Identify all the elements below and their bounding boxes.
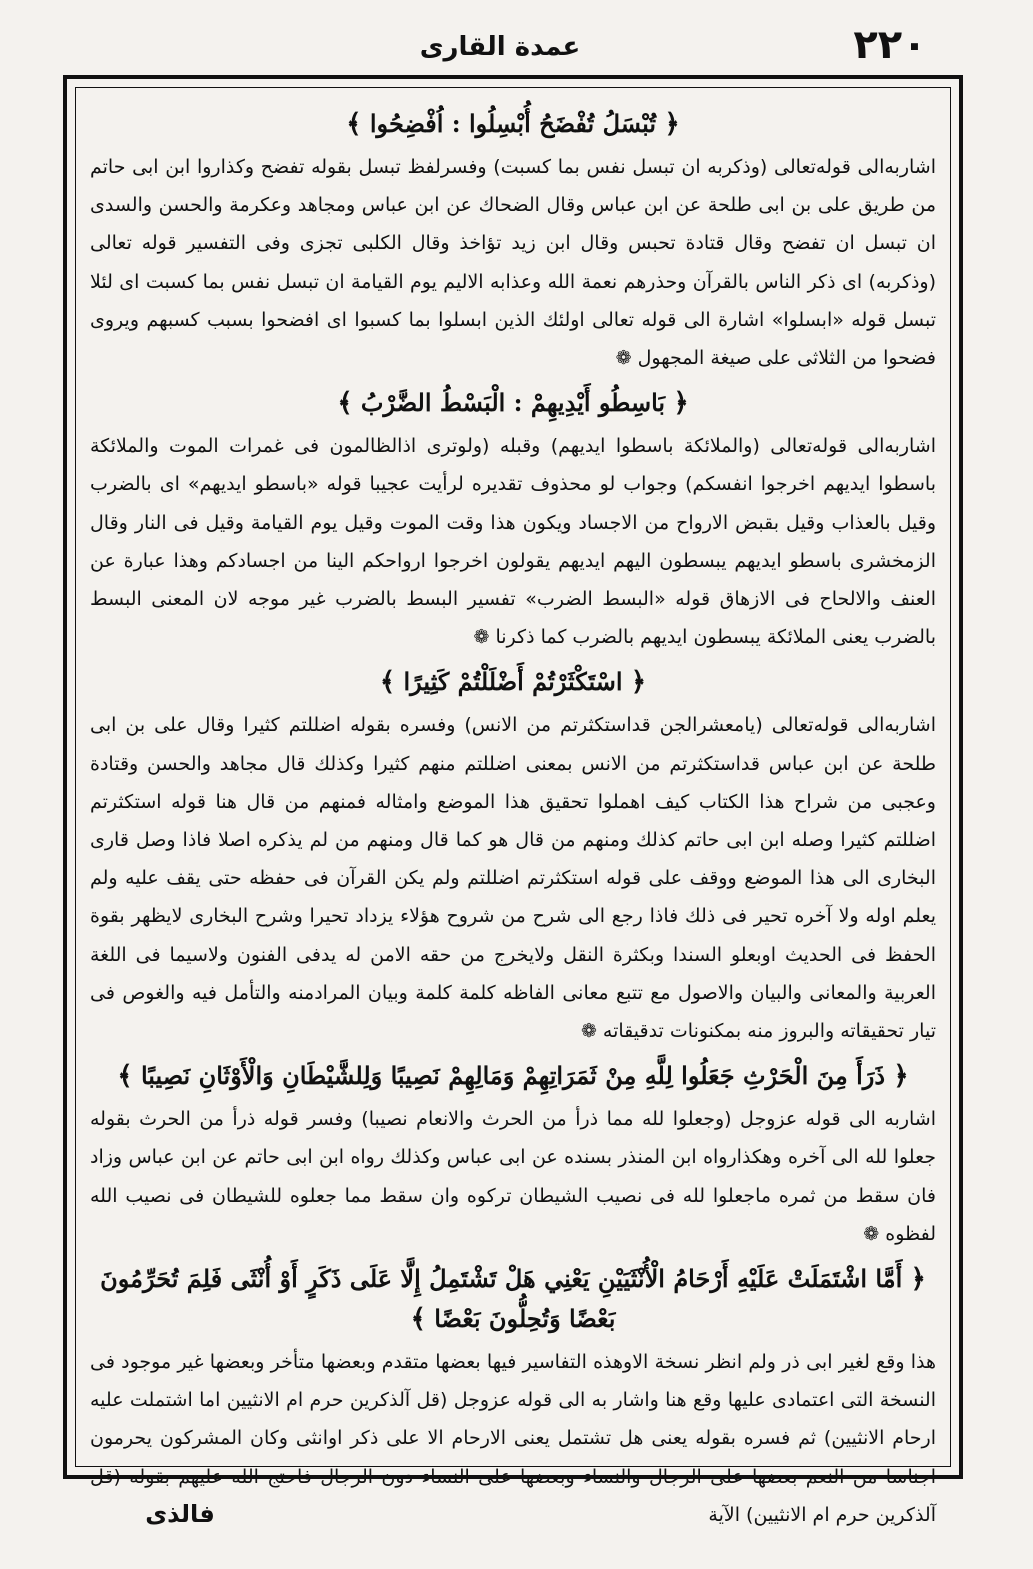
commentary-paragraph: اشاربه الی قوله عزوجل (وجعلوا لله مما ذرأ من الحرث والانعام نصیبا) وفسر قوله ذرأ من الحرث بقوله جعلوا لله الی آخره وهکذارواه ابن المنذر بسنده عن ابی عباس وکذلك رواه ابن ابی حاتم عن ابن عباس وزاد فان سقط من ثمره ماجعلوا لله فی نصیب الشیطان ترکوه وان سقط مما جعلوه للشیطان فی نصیب الله لفظوه ❁ (90, 1108, 936, 1245)
section-heading: ﴿ أَمَّا اشْتَمَلَتْ عَلَيْهِ أَرْحَامُ الْأُنْثَيَيْنِ يَعْنِي هَلْ تَشْتَمِلُ إِلَّا عَلَى ذَكَرٍ أَوْ أُنْثَى فَلِمَ تُحَرِّمُونَ بَعْضًا وَتُحِلُّونَ بَعْضًا ﴾ (100, 1264, 926, 1335)
commentary-paragraph: اشاربه‌الی قوله‌تعالی (والملائکة باسطوا ایدیهم) وقبله (ولوتری اذالظالمون فی غمرات الموت والملائکة باسطوا ایدیهم اخرجوا انفسکم) وجواب لو محذوف تقدیره لرأیت عجیبا قوله «باسطو ایدیهم» ای بالضرب وقیل بالعذاب وقیل بقبض الارواح من الاجساد ویکون هذا وقت الموت وقیل یوم القیامة وقیل فی النار وقال الزمخشری باسطو ایدیهم یبسطون الیهم ایدیهم یقولون اخرجوا ارواحکم الینا من اجسادکم وهذا عبارة عن العنف والالحاح فی الازهاق قوله «البسط الضرب» تفسیر البسط بالضرب غیر موجه لان المعنی البسط بالضرب یعنی الملائکة یبسطون ایدیهم بالضرب کما ذکرنا ❁ (90, 435, 936, 649)
section-heading: ﴿ بَاسِطُو أَيْدِيهِمْ : الْبَسْطُ الضَّرْبُ ﴾ (337, 388, 689, 419)
commentary-paragraph: اشاربه‌الی قوله‌تعالی (وذکربه ان تبسل نفس بما کسبت) وفسرلفظ تبسل بقوله تفضح وکذاروا ابن ابی حاتم من طریق علی بن ابی طلحة عن ابن عباس وقال الضحاك عن ابن عباس ومجاهد وعکرمة والحسن والسدی ان تبسل ان تفضح وقال قتادة تحبس وقال ابن زید تؤاخذ وقال الکلبی تجزی وفی التفسیر قوله تعالی (وذکربه) ای ذکر الناس بالقرآن وحذرهم نعمة الله وعذابه الالیم یوم القیامة ان تبسل نفس بما کسبت ای لئلا تبسل قوله «ابسلوا» اشارة الی قوله تعالی اولئك الذین ابسلوا بما کسبوا ای افضحوا بسبب کسبهم ویروی فضحوا من الثلاثی علی صیغة المجهول ❁ (90, 156, 936, 370)
commentary-paragraph: هذا وقع لغیر ابی ذر ولم انظر نسخة الاوهذه التفاسیر فیها بعضها متقدم وبعضها متأخر وبعضها غیر موجود فی النسخة التی اعتمادی علیها وقع هنا واشار به الی قوله عزوجل (قل آلذکرین حرم ام الانثیین اما اشتملت علیه ارحام الانثیین) ثم فسره بقوله یعنی هل تشتمل یعنی الارحام الا علی ذکر اوانثی وکان المشرکون یحرمون اجناسا من النعم بعضها علی الرجال والنساء وبعضها علی النساء دون الرجال فاحتج الله علیهم بقوله (قل آلذکرین حرم ام الانثیین) الآیة (90, 1351, 936, 1526)
section-heading: ﴿ ذَرَأَ مِنَ الْحَرْثِ جَعَلُوا لِلَّهِ مِنْ ثَمَرَاتِهِمْ وَمَالِهِمْ نَصِيبًا وَلِلشَّيْطَانِ وَالْأَوْثَانِ نَصِيبًا ﴾ (117, 1061, 909, 1092)
catchword: فالذی (145, 1500, 215, 1528)
commentary-paragraph: اشاربه‌الی قوله‌تعالی (یامعشرالجن قداستکثرتم من الانس) وفسره بقوله اضللتم کثیرا وقال علی بن ابی طلحة عن ابن عباس قداستکثرتم من الانس بمعنی اضللتم منهم کثیرا وکذلك قال مجاهد والحسن وقتادة وعجبی من شراح هذا الکتاب کیف اهملوا تحقیق هذا الموضع وامثاله فمنهم من قال هنا قوله استکثرتم اضللتم کثیرا وصله ابن ابی حاتم کذلك ومنهم من قال هو کما قال ومنهم من لم یذکره اصلا فاذا وصل قاری البخاری الی هذا الموضع ووقف علی قوله استکثرتم اضللتم ولم یکن القرآن فی حفظه حتی یقف علیه ولم یعلم اوله ولا آخره تحیر فی ذلك فاذا رجع الی شرح من شروح هؤلاء یزداد تحیرا وشرح البخاری لایظهر بقوة الحفظ فی الحدیث اوبعلو السندا وبکثرة النقل ولایخرج من حقه الامن له یدفی الفنون ولاسیما فی اللغة العربیة والمعانی والبیان والاصول مع تتبع معانی الفاظه کلمة کلمة وبیان المرادمنه والتأمل فیه والغوص فی تیار تحقیقاته والبروز منه بمکنونات تدقیقاته ❁ (90, 714, 936, 1043)
section-heading: ﴿ تُبْسَلُ تُفْضَحُ أُبْسِلُوا : اُفْضِحُوا ﴾ (346, 109, 680, 139)
page-number: ٢٢٠ (853, 22, 927, 68)
running-title: عمدة القاری (419, 32, 581, 62)
section-heading: ﴿ اسْتَكْثَرْتُمْ أَضْلَلْتُمْ كَثِيرًا ﴾ (379, 667, 647, 698)
